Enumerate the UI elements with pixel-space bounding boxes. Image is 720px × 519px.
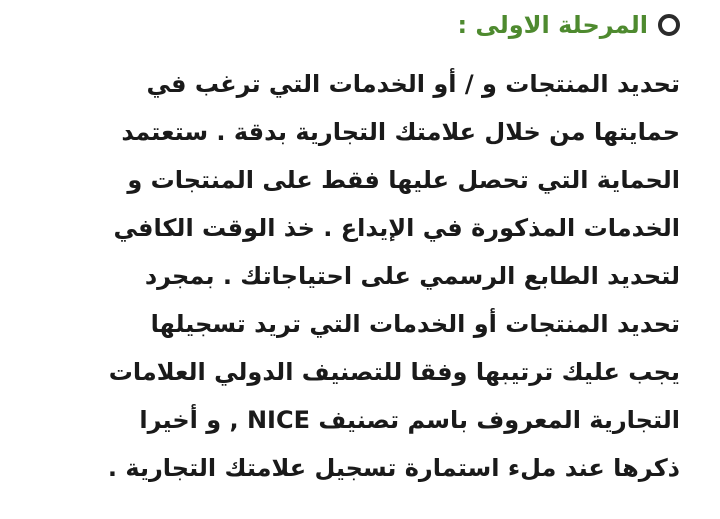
paragraph-line: لتحديد الطابع الرسمي على احتياجاتك . بمجرد [144,262,680,290]
paragraph-line: ذكرها عند ملء استمارة تسجيل علامتك التجارية . [107,454,680,482]
heading-text: المرحلة الاولى : [457,11,648,39]
circle-bullet-icon [658,14,680,36]
body-paragraph [50,60,680,492]
paragraph-line: الحماية التي تحصل عليها فقط على المنتجات و [127,166,680,194]
paragraph-line: تحديد المنتجات أو الخدمات التي تريد تسجيلها [150,310,680,338]
paragraph-line: حمايتها من خلال علامتك التجارية بدقة . ستعتمد [121,118,680,146]
paragraph-line: يجب عليك ترتيبها وفقا للتصنيف الدولي العلامات [108,358,680,386]
paragraph-line: الخدمات المذكورة في الإيداع . خذ الوقت الكافي [113,214,680,242]
section-heading [457,8,680,42]
paragraph-line: التجارية المعروف باسم تصنيف NICE , و أخيرا [139,406,680,434]
paragraph-line: تحديد المنتجات و / أو الخدمات التي ترغب في [146,70,680,98]
